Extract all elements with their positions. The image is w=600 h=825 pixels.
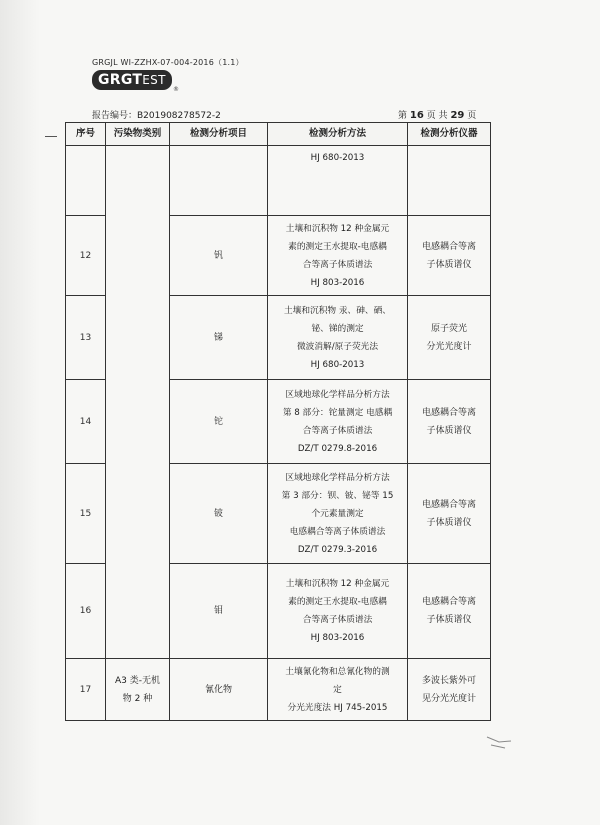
instrument-cell <box>408 380 491 464</box>
method-line: 铋、锑的测定 <box>311 323 364 334</box>
method-line: HJ 803-2016 <box>310 277 365 288</box>
method-line: 区域地球化学样品分析方法 <box>285 472 390 483</box>
instrument-line: 电感耦合等离 <box>421 499 476 510</box>
col-header-num: 序号 <box>66 123 106 146</box>
row-num: 12 <box>66 216 106 296</box>
instrument-line: 电感耦合等离 <box>421 407 476 418</box>
instrument-line: 子体质谱仪 <box>426 425 472 436</box>
category-cell <box>106 659 170 721</box>
instrument-cell <box>408 659 491 721</box>
item-cell: 氰化物 <box>170 659 268 721</box>
row-num: 16 <box>66 564 106 659</box>
scan-shadow <box>0 0 40 825</box>
item-cell: 铍 <box>170 464 268 564</box>
method-line: 微波消解/原子荧光法 <box>296 341 379 352</box>
method-line: 素的测定王水提取-电感耦 <box>288 597 387 607</box>
row-num: 14 <box>66 380 106 464</box>
method-line: 合等离子体质谱法 <box>302 259 373 270</box>
page-current: 16 <box>409 110 424 121</box>
category-cell <box>106 146 170 659</box>
method-line: 电感耦合等离子体质谱法 <box>289 526 386 537</box>
col-header-method: 检测分析方法 <box>268 123 408 146</box>
col-header-item: 检测分析项目 <box>170 123 268 146</box>
method-line: HJ 803-2016 <box>310 633 365 643</box>
method-line: 合等离子体质谱法 <box>302 615 373 625</box>
method-cell <box>268 296 408 380</box>
col-header-instrument: 检测分析仪器 <box>408 123 491 146</box>
instrument-line: 见分光光度计 <box>421 693 476 704</box>
method-line: HJ 680-2013 <box>310 153 365 163</box>
registered-mark: ® <box>173 86 179 93</box>
method-cell <box>268 380 408 464</box>
report-number: 报告编号：B201908278572-2 <box>92 111 221 121</box>
method-line: 合等离子体质谱法 <box>302 425 373 436</box>
instrument-line: 子体质谱仪 <box>426 615 472 625</box>
method-line: 分光光度法 HJ 745-2015 <box>287 702 388 713</box>
logo-suffix-text: EST <box>142 73 166 87</box>
method-line: 定 <box>333 684 342 695</box>
method-line: 第 8 部分：铊量测定 电感耦 <box>282 407 393 418</box>
category-line: 物 2 种 <box>122 693 153 704</box>
row-num: 13 <box>66 296 106 380</box>
page-number <box>398 108 476 121</box>
item-cell: 钼 <box>170 564 268 659</box>
method-line: 土壤氰化物和总氰化物的测 <box>285 666 390 677</box>
row-num: 15 <box>66 464 106 564</box>
item-cell: 钒 <box>170 216 268 296</box>
table-header-row <box>66 123 491 146</box>
instrument-cell <box>408 464 491 564</box>
page-mid: 页 共 <box>426 111 448 121</box>
category-line: A3 类-无机 <box>115 675 160 686</box>
row-num <box>66 146 106 216</box>
document-code: GRGJL WI-ZZHX-07-004-2016（1.1） <box>92 58 244 67</box>
page-suffix: 页 <box>467 111 477 121</box>
logo-main-text: GRGT <box>98 72 143 88</box>
table-row <box>66 146 491 216</box>
method-line: 土壤和沉积物 12 种金属元 <box>285 223 390 234</box>
method-cell <box>268 564 408 659</box>
instrument-cell <box>408 146 491 216</box>
pen-scribble <box>485 733 513 751</box>
item-cell: 锑 <box>170 296 268 380</box>
page-total: 29 <box>450 110 465 121</box>
instrument-line: 分光光度计 <box>426 341 472 352</box>
method-line: 个元素量测定 <box>311 508 364 519</box>
method-line: 土壤和沉积物 汞、砷、硒、 <box>283 305 391 316</box>
method-line: DZ/T 0279.8-2016 <box>297 443 378 454</box>
margin-mark <box>45 136 57 137</box>
table-row <box>66 659 491 721</box>
row-num: 17 <box>66 659 106 721</box>
instrument-line: 子体质谱仪 <box>426 517 472 528</box>
method-cell <box>268 146 408 216</box>
method-line: 土壤和沉积物 12 种金属元 <box>285 579 390 589</box>
instrument-line: 子体质谱仪 <box>426 259 472 270</box>
method-line: HJ 680-2013 <box>310 359 365 370</box>
instrument-line: 电感耦合等离 <box>421 241 476 252</box>
page-prefix: 第 <box>398 111 408 121</box>
method-line: 素的测定王水提取-电感耦 <box>288 241 387 252</box>
instrument-line: 电感耦合等离 <box>421 597 476 607</box>
col-header-category: 污染物类别 <box>106 123 170 146</box>
method-line: 第 3 部分：钡、铍、铋等 15 <box>281 490 394 501</box>
method-line: 区域地球化学样品分析方法 <box>285 389 390 400</box>
instrument-line: 原子荧光 <box>430 323 467 334</box>
method-cell <box>268 659 408 721</box>
method-line: DZ/T 0279.3-2016 <box>297 544 378 555</box>
item-cell: 铊 <box>170 380 268 464</box>
instrument-cell <box>408 216 491 296</box>
analysis-methods-table <box>65 122 491 721</box>
grgtest-logo <box>92 70 172 90</box>
instrument-cell <box>408 564 491 659</box>
method-cell <box>268 464 408 564</box>
method-cell <box>268 216 408 296</box>
instrument-line: 多波长紫外可 <box>421 675 476 686</box>
instrument-cell <box>408 296 491 380</box>
item-cell <box>170 146 268 216</box>
